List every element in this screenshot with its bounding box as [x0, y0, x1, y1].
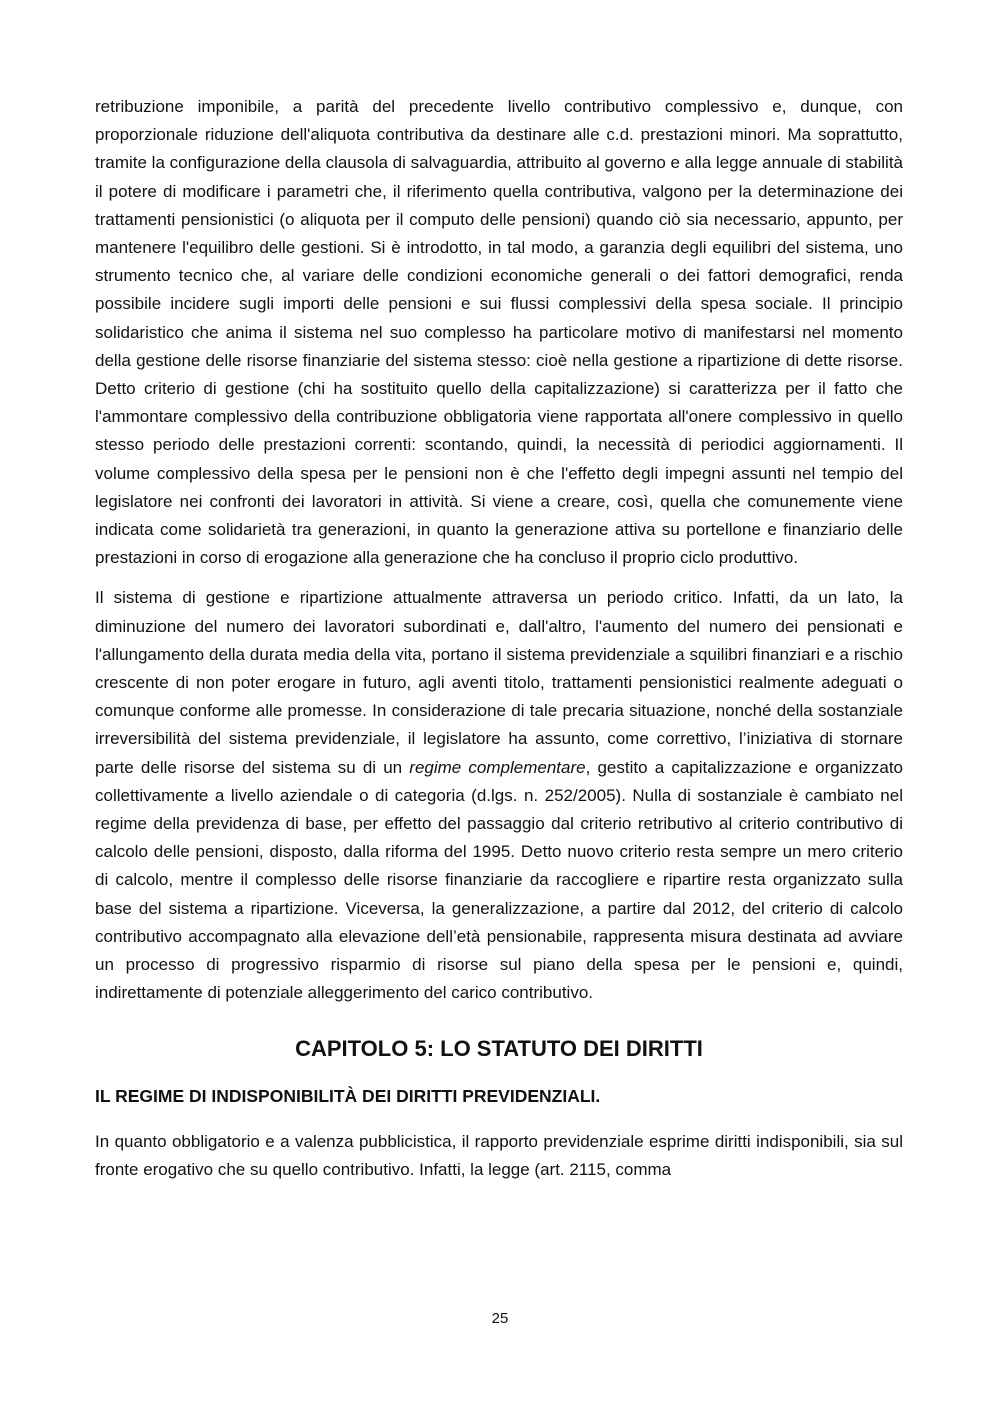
paragraph-solidarity: retribuzione imponibile, a parità del precedente livello contributivo complessivo e, dunque, con proporzionale riduzione dell'aliquota contributiva da destinare alle c.d. prestazioni minori. Ma soprattutto, tramite la configurazione della clausola di salvaguardia, attribuito al governo e alla legge annuale di stabilità il potere di modificare i parametri che, il riferimento quella contributiva, valgono per la determinazione dei trattamenti pensionistici (o aliquota per il computo delle pensioni) quando ciò sia necessario, appunto, per mantenere l'equilibro delle gestioni. Si è introdotto, in tal modo, a garanzia degli equilibri del sistema, uno strumento tecnico che, al variare delle condizioni economiche generali o dei fattori demografici, renda possibile incidere sugli importi delle pensioni e sui flussi complessivi della spesa sociale. Il principio solidaristico che anima il sistema nel suo complesso ha particolare motivo di manifestarsi nel momento della gestione delle risorse finanziarie del sistema stesso: cioè nella gestione a ripartizione di dette risorse. Detto criterio di gestione (chi ha sostituito quello della capitalizzazione) si caratterizza per il fatto che l'ammontare complessivo della contribuzione obbligatoria viene rapportata all'onere complessivo in quello stesso periodo delle prestazioni correnti: scontando, quindi, la necessità di periodici aggiornamenti. Il volume complessivo della spesa per le pensioni non è che l'effetto degli impegni assunti nel tempio del legislatore nei confronti dei lavoratori in attività. Si viene a creare, così, quella che comunemente viene indicata come solidarietà tra generazioni, in quanto la generazione attiva su portellone e finanziario delle prestazioni in corso di erogazione alla generazione che ha concluso il proprio ciclo produttivo.	[95, 97, 904, 568]
paragraph-text-part: , gestito a capitalizzazione e organizzato collettivamente a livello aziendale o di categoria (d.lgs. n. 252/2005). Nulla di sostanziale è cambiato nel regime della previdenza di base, per effetto del passaggio dal criterio retributivo al criterio contributivo di calcolo delle pensioni, disposto, dalla riforma del 1995. Detto nuovo criterio resta sempre un mero criterio di calcolo, mentre il complesso delle risorse finanziarie da raccogliere e ripartire resta organizzato sulla base del sistema a ripartizione. Viceversa, la generalizzazione, a partire dal 2012, del criterio di calcolo contributivo accompagnato alla elevazione dell’età pensionabile, rappresenta misura destinata ad avviare un processo di progressivo risparmio di risorse sul piano della spesa per le pensioni e, quindi, indirettamente di potenziale alleggerimento del carico contributivo.	[95, 757, 904, 1003]
page-number: 25	[491, 1310, 509, 1327]
section-title: IL REGIME DI INDISPONIBILITÀ DEI DIRITTI PREVIDENZIALI.	[95, 1085, 601, 1106]
italic-term: regime complementare	[409, 757, 586, 777]
chapter-title: CAPITOLO 5: LO STATUTO DEI DIRITTI	[295, 1035, 703, 1061]
paragraph-text-part: Il sistema di gestione e ripartizione attualmente attraversa un periodo critico. Infatti, da un lato, la diminuzione del numero dei lavoratori subordinati e, dall'altro, l'aumento del numero dei pensionati e l'allungamento della durata media della vita, portano il sistema previdenziale a squilibri finanziari e a rischio crescente di non poter erogare in futuro, agli aventi titolo, trattamenti pensionistici realmente adeguati o comunque conforme alle promesse. In considerazione di tale precaria situazione, nonché della sostanziale irreversibilità del sistema previdenziale, il legislatore ha assunto, come correttivo, l’iniziativa di stornare parte delle risorse del sistema su di un	[95, 588, 903, 777]
paragraph-indisponibility: In quanto obbligatorio e a valenza pubblicistica, il rapporto previdenziale esprime diritti indisponibili, sia sul fronte erogativo che su quello contributivo. Infatti, la legge (art. 2115, comma	[95, 1131, 903, 1179]
document-page	[95, 93, 903, 1196]
paragraph-critical-period	[95, 584, 903, 1007]
